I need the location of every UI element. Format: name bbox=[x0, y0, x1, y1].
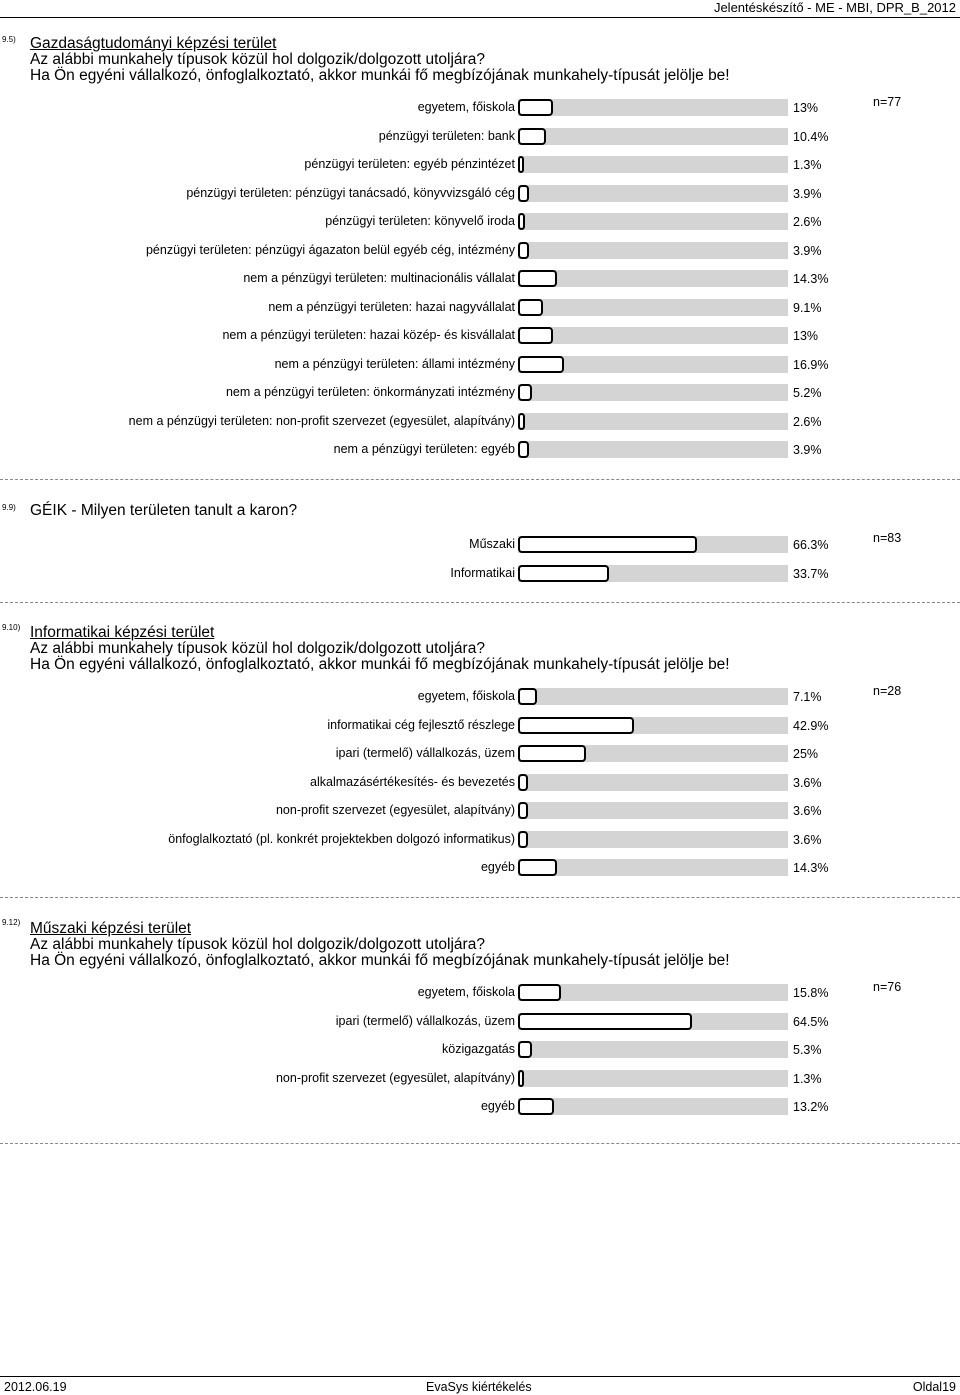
question-title: Informatikai képzési terület bbox=[30, 624, 215, 641]
bar-fill bbox=[518, 1098, 554, 1115]
bar-track bbox=[518, 242, 788, 259]
question-subtitle: Az alábbi munkahely típusok közül hol dolgozik/dolgozott utoljára? bbox=[30, 51, 485, 68]
bar-track bbox=[518, 128, 788, 145]
bar-percent: 64.5% bbox=[793, 1014, 829, 1029]
bar-percent: 15.8% bbox=[793, 986, 829, 1000]
bar-row bbox=[0, 744, 960, 766]
bar-track bbox=[518, 441, 788, 458]
bar-fill bbox=[518, 688, 537, 705]
bar-percent: 2.6% bbox=[793, 414, 822, 429]
bar-row bbox=[0, 1040, 960, 1062]
bar-row bbox=[0, 773, 960, 795]
bar-fill bbox=[518, 802, 528, 819]
bar-label: alkalmazásértékesítés- és bevezetés bbox=[310, 774, 515, 789]
bar-percent: 13.2% bbox=[793, 1100, 829, 1114]
bar-row bbox=[0, 212, 960, 234]
bar-fill bbox=[518, 128, 546, 145]
bar-label: nem a pénzügyi területen: állami intézmény bbox=[274, 356, 515, 371]
bar-fill bbox=[518, 185, 529, 202]
bar-row bbox=[0, 1097, 960, 1119]
bar-label: egyetem, főiskola bbox=[417, 100, 515, 114]
section-divider bbox=[0, 479, 960, 480]
bar-track bbox=[518, 299, 788, 316]
bar-row bbox=[0, 801, 960, 823]
bar-track bbox=[518, 384, 788, 401]
section-divider bbox=[0, 602, 960, 603]
bar-track bbox=[518, 831, 788, 848]
bar-label: egyéb bbox=[480, 1099, 515, 1113]
bar-fill bbox=[518, 299, 543, 316]
bar-row bbox=[0, 383, 960, 405]
bar-fill bbox=[518, 1070, 524, 1087]
bar-label: ipari (termelő) vállalkozás, üzem bbox=[335, 746, 515, 760]
bar-row bbox=[0, 1012, 960, 1034]
question-subtitle: Az alábbi munkahely típusok közül hol dolgozik/dolgozott utoljára? bbox=[30, 936, 485, 953]
bar-row bbox=[0, 716, 960, 738]
bar-track bbox=[518, 1070, 788, 1087]
bar-fill bbox=[518, 831, 528, 848]
bar-track bbox=[518, 413, 788, 430]
bar-row bbox=[0, 830, 960, 852]
bar-label: nem a pénzügyi területen: multinacionális vállalat bbox=[243, 271, 515, 285]
bar-percent: 3.9% bbox=[793, 443, 822, 457]
bar-percent: 25% bbox=[793, 747, 819, 761]
sample-size: n=28 bbox=[873, 684, 902, 698]
bar-percent: 9.1% bbox=[793, 300, 822, 315]
bar-track bbox=[518, 213, 788, 230]
bar-percent: 3.6% bbox=[793, 804, 822, 818]
bar-fill bbox=[518, 717, 634, 734]
bar-fill bbox=[518, 536, 697, 553]
bar-label: nem a pénzügyi területen: hazai közép- és kisvállalat bbox=[222, 328, 515, 342]
bar-track bbox=[518, 327, 788, 344]
bar-fill bbox=[518, 1013, 692, 1030]
bar-row bbox=[0, 412, 960, 434]
report-title: Jelentéskészítő - ME - MBI, DPR_B_2012 bbox=[713, 0, 956, 15]
bar-track bbox=[518, 802, 788, 819]
bar-fill bbox=[518, 99, 553, 116]
bar-label: egyetem, főiskola bbox=[417, 689, 515, 703]
bar-track bbox=[518, 270, 788, 287]
question-title: GÉIK - Milyen területen tanult a karon? bbox=[30, 502, 298, 519]
bar-percent: 7.1% bbox=[793, 690, 822, 704]
bar-track bbox=[518, 774, 788, 791]
bar-row bbox=[0, 983, 960, 1005]
bar-row bbox=[0, 326, 960, 348]
bar-percent: 3.6% bbox=[793, 775, 822, 790]
bar-fill bbox=[518, 384, 532, 401]
bar-percent: 5.3% bbox=[793, 1043, 822, 1057]
bar-row bbox=[0, 858, 960, 880]
bar-row bbox=[0, 1069, 960, 1091]
bar-label: Műszaki bbox=[469, 537, 515, 551]
bar-track bbox=[518, 688, 788, 705]
bar-label: nem a pénzügyi területen: hazai nagyvállalat bbox=[268, 299, 515, 314]
bar-track bbox=[518, 99, 788, 116]
bar-percent: 14.3% bbox=[793, 272, 829, 286]
bar-fill bbox=[518, 156, 524, 173]
footer-date: 2012.06.19 bbox=[4, 1380, 67, 1394]
bar-percent: 13% bbox=[793, 329, 819, 343]
bar-percent: 14.3% bbox=[793, 861, 829, 875]
page-number: Oldal19 bbox=[912, 1380, 956, 1394]
sample-size: n=83 bbox=[873, 531, 902, 545]
bar-percent: 13% bbox=[793, 101, 819, 115]
bar-track bbox=[518, 1041, 788, 1058]
bar-label: nem a pénzügyi területen: non-profit szervezet (egyesület, alapítvány) bbox=[128, 413, 515, 428]
bar-row bbox=[0, 184, 960, 206]
bar-fill bbox=[518, 565, 609, 582]
bar-label: egyéb bbox=[480, 860, 515, 874]
question-text: Ha Ön egyéni vállalkozó, önfoglalkoztató, akkor munkái fő megbízójának munkahely-típusát jelölje be! bbox=[30, 656, 730, 673]
bar-percent: 1.3% bbox=[793, 1071, 822, 1086]
bar-label: egyetem, főiskola bbox=[417, 985, 515, 999]
bar-label: non-profit szervezet (egyesület, alapítvány) bbox=[275, 1070, 515, 1085]
question-number: 9.5) bbox=[2, 35, 16, 44]
bar-percent: 3.9% bbox=[793, 243, 822, 258]
bar-label: pénzügyi területen: könyvelő iroda bbox=[325, 214, 515, 228]
bar-track bbox=[518, 156, 788, 173]
bar-label: pénzügyi területen: pénzügyi ágazaton belül egyéb cég, intézmény bbox=[145, 242, 515, 257]
footer-divider bbox=[0, 1376, 960, 1377]
question-number: 9.9) bbox=[2, 503, 16, 512]
bar-row bbox=[0, 535, 960, 557]
bar-track bbox=[518, 1098, 788, 1115]
bar-label: pénzügyi területen: egyéb pénzintézet bbox=[304, 157, 515, 171]
bar-fill bbox=[518, 984, 561, 1001]
question-text: Ha Ön egyéni vállalkozó, önfoglalkoztató, akkor munkái fő megbízójának munkahely-típusát jelölje be! bbox=[30, 952, 730, 969]
bar-row bbox=[0, 564, 960, 586]
question-title: Gazdaságtudományi képzési terület bbox=[30, 35, 277, 52]
bar-label: nem a pénzügyi területen: önkormányzati intézmény bbox=[225, 385, 515, 399]
bar-percent: 5.2% bbox=[793, 386, 822, 400]
bar-percent: 33.7% bbox=[793, 566, 829, 581]
section-divider bbox=[0, 897, 960, 898]
bar-track bbox=[518, 185, 788, 202]
bar-fill bbox=[518, 270, 557, 287]
bar-label: Informatikai bbox=[450, 565, 515, 580]
bar-fill bbox=[518, 413, 525, 430]
bar-percent: 66.3% bbox=[793, 538, 829, 552]
bar-label: ipari (termelő) vállalkozás, üzem bbox=[335, 1013, 515, 1028]
footer-title: EvaSys kiértékelés bbox=[426, 1380, 532, 1394]
bar-fill bbox=[518, 327, 553, 344]
bar-percent: 10.4% bbox=[793, 129, 829, 144]
section-divider bbox=[0, 1143, 960, 1144]
bar-fill bbox=[518, 356, 564, 373]
header-divider bbox=[0, 17, 960, 18]
bar-label: pénzügyi területen: bank bbox=[378, 128, 515, 143]
bar-label: önfoglalkoztató (pl. konkrét projektekben dolgozó informatikus) bbox=[168, 831, 515, 846]
bar-row bbox=[0, 298, 960, 320]
bar-label: nem a pénzügyi területen: egyéb bbox=[333, 442, 515, 456]
bar-fill bbox=[518, 774, 528, 791]
question-number: 9.10) bbox=[2, 623, 21, 632]
bar-percent: 1.3% bbox=[793, 158, 822, 172]
bar-percent: 3.9% bbox=[793, 186, 822, 201]
question-subtitle: Az alábbi munkahely típusok közül hol dolgozik/dolgozott utoljára? bbox=[30, 640, 485, 657]
bar-row bbox=[0, 269, 960, 291]
bar-row bbox=[0, 440, 960, 462]
bar-row bbox=[0, 127, 960, 149]
bar-percent: 42.9% bbox=[793, 718, 829, 733]
bar-fill bbox=[518, 242, 529, 259]
question-number: 9.12) bbox=[2, 918, 21, 927]
sample-size: n=77 bbox=[873, 95, 902, 109]
sample-size: n=76 bbox=[873, 980, 902, 994]
bar-fill bbox=[518, 1041, 532, 1058]
bar-label: közigazgatás bbox=[442, 1042, 515, 1056]
bar-percent: 3.6% bbox=[793, 832, 822, 847]
bar-row bbox=[0, 687, 960, 709]
bar-row bbox=[0, 98, 960, 120]
bar-label: non-profit szervezet (egyesület, alapítvány) bbox=[275, 803, 515, 817]
bar-label: pénzügyi területen: pénzügyi tanácsadó, könyvvizsgáló cég bbox=[186, 185, 515, 200]
question-text: Ha Ön egyéni vállalkozó, önfoglalkoztató, akkor munkái fő megbízójának munkahely-típusát jelölje be! bbox=[30, 67, 730, 84]
bar-row bbox=[0, 241, 960, 263]
bar-fill bbox=[518, 745, 586, 762]
question-title: Műszaki képzési terület bbox=[30, 920, 192, 937]
bar-row bbox=[0, 155, 960, 177]
bar-row bbox=[0, 355, 960, 377]
bar-fill bbox=[518, 441, 529, 458]
bar-percent: 2.6% bbox=[793, 215, 822, 229]
bar-label: informatikai cég fejlesztő részlege bbox=[327, 717, 515, 732]
bar-track bbox=[518, 859, 788, 876]
bar-percent: 16.9% bbox=[793, 357, 829, 372]
bar-fill bbox=[518, 859, 557, 876]
bar-fill bbox=[518, 213, 525, 230]
